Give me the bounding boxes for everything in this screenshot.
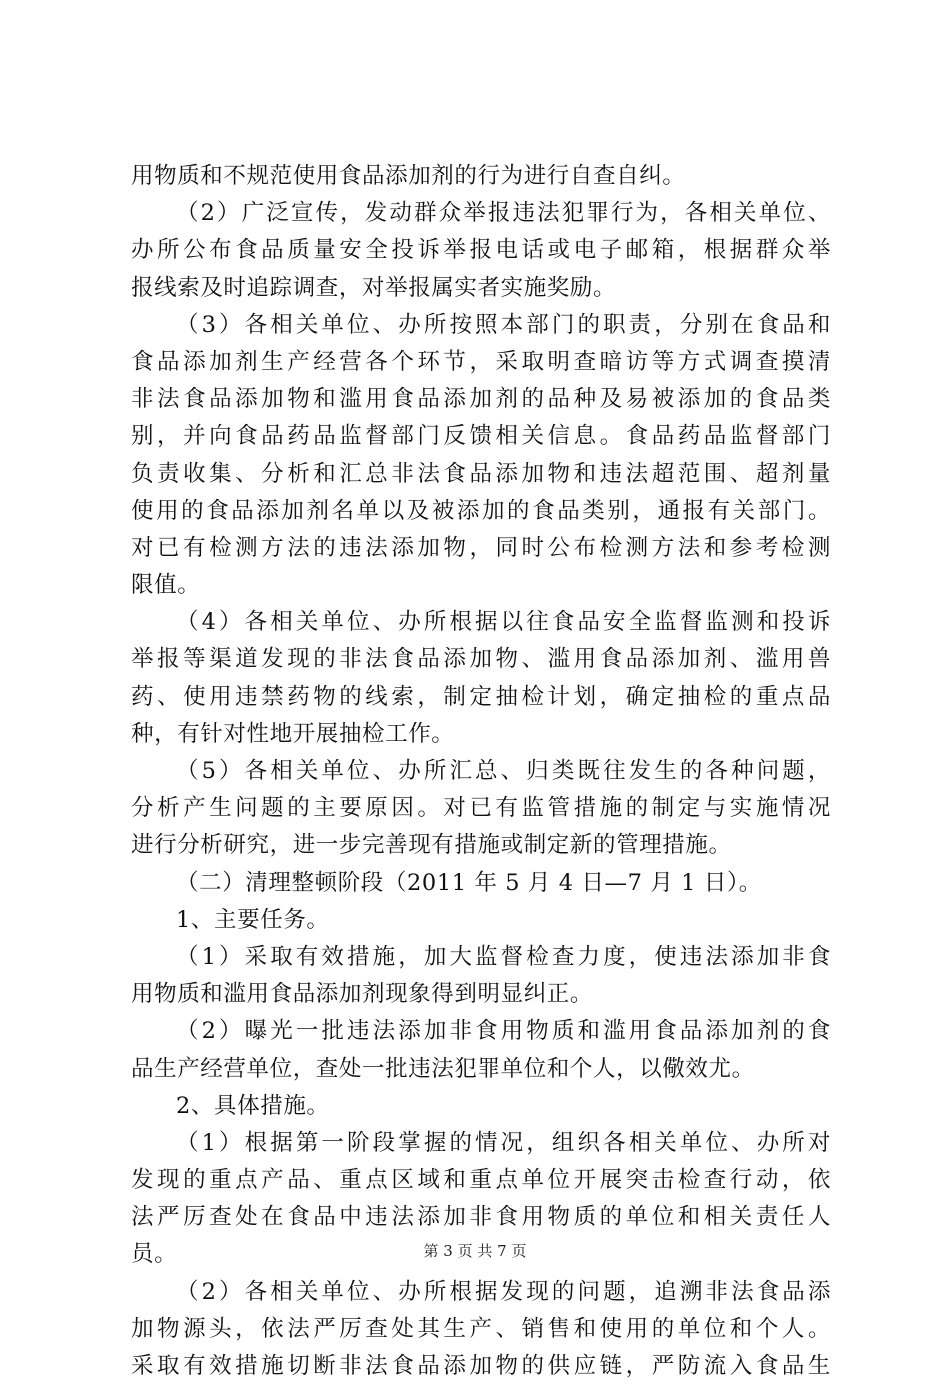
document-body bbox=[131, 158, 831, 1385]
body-text-line: （4）各相关单位、办所根据以往食品安全监督监测和投诉 bbox=[176, 609, 831, 636]
body-text-line: 药、使用违禁药物的线索，制定抽检计划，确定抽检的重点品 bbox=[131, 683, 831, 710]
body-text-line: 进行分析研究，进一步完善现有措施或制定新的管理措施。 bbox=[131, 832, 732, 859]
body-text-line: 限值。 bbox=[131, 572, 201, 599]
body-text-line: 分析产生问题的主要原因。对已有监管措施的制定与实施情况 bbox=[131, 795, 831, 822]
body-text-line: 报线索及时追踪调查，对举报属实者实施奖励。 bbox=[131, 274, 617, 301]
body-text-line: （1）根据第一阶段掌握的情况，组织各相关单位、办所对 bbox=[176, 1129, 831, 1156]
body-text-line: 种，有针对性地开展抽检工作。 bbox=[131, 720, 455, 747]
body-text-line: （1）采取有效措施，加大监督检查力度，使违法添加非食 bbox=[176, 943, 831, 970]
body-text-line: 举报等渠道发现的非法食品添加物、滥用食品添加剂、滥用兽 bbox=[131, 646, 831, 673]
body-text-line: （2）广泛宣传，发动群众举报违法犯罪行为，各相关单位、 bbox=[176, 200, 831, 227]
body-text-line: 1、主要任务。 bbox=[176, 906, 330, 933]
body-text-line: （3）各相关单位、办所按照本部门的职责，分别在食品和 bbox=[176, 311, 831, 338]
body-text-line: 2、具体措施。 bbox=[176, 1092, 330, 1119]
body-text-line: （2）各相关单位、办所根据发现的问题，追溯非法食品添 bbox=[176, 1278, 831, 1305]
body-text-line: 别，并向食品药品监督部门反馈相关信息。食品药品监督部门 bbox=[131, 423, 831, 450]
body-text-line: （二）清理整顿阶段（2011 年 5 月 4 日—7 月 1 日）。 bbox=[176, 869, 762, 896]
page-footer: 第 3 页 共 7 页 bbox=[423, 1242, 527, 1260]
body-text-line: 加物源头，依法严厉查处其生产、销售和使用的单位和个人。 bbox=[131, 1315, 831, 1342]
body-text-line: 采取有效措施切断非法食品添加物的供应链，严防流入食品生 bbox=[131, 1353, 831, 1379]
body-text-line: 用物质和不规范使用食品添加剂的行为进行自查自纠。 bbox=[131, 163, 686, 189]
body-text-line: 食品添加剂生产经营各个环节，采取明查暗访等方式调查摸清 bbox=[131, 348, 831, 375]
body-text-line: 法严厉查处在食品中违法添加非食用物质的单位和相关责任人 bbox=[131, 1204, 831, 1231]
body-text-line: 使用的食品添加剂名单以及被添加的食品类别，通报有关部门。 bbox=[131, 497, 831, 524]
body-text-line: 品生产经营单位，查处一批违法犯罪单位和个人，以儆效尤。 bbox=[131, 1055, 755, 1082]
body-text-line: 用物质和滥用食品添加剂现象得到明显纠正。 bbox=[131, 981, 594, 1008]
body-text-line: 办所公布食品质量安全投诉举报电话或电子邮箱，根据群众举 bbox=[131, 237, 831, 264]
body-text-line: 对已有检测方法的违法添加物，同时公布检测方法和参考检测 bbox=[131, 534, 831, 561]
body-text-line: （5）各相关单位、办所汇总、归类既往发生的各种问题， bbox=[176, 758, 831, 784]
body-text-line: 发现的重点产品、重点区域和重点单位开展突击检查行动，依 bbox=[131, 1167, 831, 1194]
body-text-line: 员。 bbox=[131, 1241, 178, 1268]
body-text-line: 负责收集、分析和汇总非法食品添加物和违法超范围、超剂量 bbox=[131, 460, 831, 487]
body-text-line: 非法食品添加物和滥用食品添加剂的品种及易被添加的食品类 bbox=[131, 386, 831, 413]
body-text-line: （2）曝光一批违法添加非食用物质和滥用食品添加剂的食 bbox=[176, 1018, 831, 1045]
